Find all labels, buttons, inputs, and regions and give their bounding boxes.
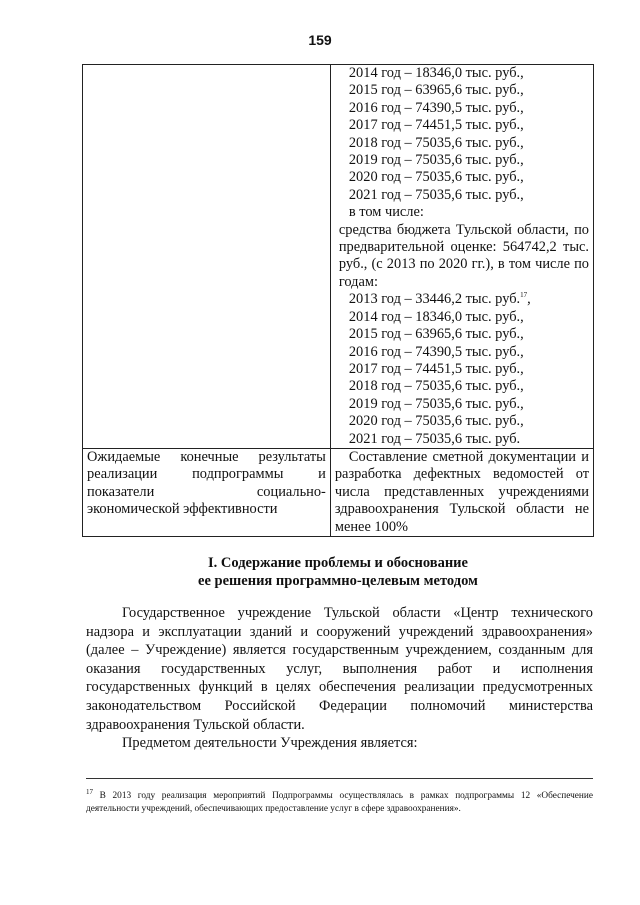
year-line: 2016 год – 74390,5 тыс. руб., [348, 99, 524, 116]
results-label-line: Ожидаемые конечные результаты [87, 448, 326, 465]
results-label-line: реализации подпрограммы и [87, 466, 326, 483]
results-label-line: показатели социально- [87, 483, 326, 500]
footnote-ref: 17 [520, 291, 528, 300]
passport-table [82, 64, 594, 537]
year-line: 2019 год – 75035,6 тыс. руб., [348, 152, 524, 169]
including-label: в том числе: [348, 204, 424, 221]
table-cell-funding [330, 65, 593, 449]
footnote-marker: 17 [86, 787, 93, 796]
year-line: 2021 год – 75035,6 тыс. руб., [348, 186, 524, 203]
paragraph: Предметом деятельности Учреждения является: [122, 735, 418, 752]
year-line: 2021 год – 75035,6 тыс. руб. [348, 430, 521, 447]
year-line: 2018 год – 75035,6 тыс. руб., [348, 134, 524, 151]
year-line: 2015 год – 63965,6 тыс. руб., [348, 82, 524, 99]
footnote-text: В 2013 году реализация мероприятий Подпрограммы осуществлялась в рамках подпрограммы 12 «Обеспечение деятельности учреждений, обеспечивающих предоставление услуг в сфере здравоохранения». [86, 791, 593, 814]
year-line-2013 [335, 291, 589, 308]
table-cell-empty [83, 65, 331, 449]
year-2013-text: 2013 год – 33446,2 тыс. руб. [348, 291, 521, 308]
year-line: 2015 год – 63965,6 тыс. руб., [348, 326, 524, 343]
year-line: 2018 год – 75035,6 тыс. руб., [348, 378, 524, 395]
year-line: 2017 год – 74451,5 тыс. руб., [348, 360, 524, 377]
year-line: 2014 год – 18346,0 тыс. руб., [348, 65, 524, 81]
year-2013-tail: , [527, 291, 531, 308]
results-value-text: Составление сметной документации и разработка дефектных ведомостей от числа представленных учреждениями здравоохранения Тульской области не менее 100% [334, 448, 589, 535]
table-row-results [83, 448, 594, 536]
budget-text: средства бюджета Тульской области, по предварительной оценке: 564742,2 тыс. руб., (с 2013 по 2020 гг.), в том числе по годам: [338, 221, 589, 290]
year-line: 2019 год – 75035,6 тыс. руб., [348, 395, 524, 412]
section-heading-line: I. Содержание проблемы и обоснование [208, 555, 468, 571]
footnote-divider [86, 778, 593, 779]
year-line: 2017 год – 74451,5 тыс. руб., [348, 117, 524, 134]
results-label-line: экономической эффективности [87, 501, 278, 518]
table-cell-results-label [83, 448, 331, 536]
section-heading [82, 554, 594, 590]
year-line: 2020 год – 75035,6 тыс. руб., [348, 413, 524, 430]
table-row-funding [83, 65, 594, 449]
page-number: 159 [308, 32, 332, 48]
year-line: 2014 год – 18346,0 тыс. руб., [348, 308, 524, 325]
section-heading-line: ее решения программно-целевым методом [198, 573, 478, 589]
section-body [86, 604, 593, 753]
year-line: 2016 год – 74390,5 тыс. руб., [348, 343, 524, 360]
table-cell-results-value [330, 448, 593, 536]
paragraph: Государственное учреждение Тульской области «Центр технического надзора и эксплуатации зданий и сооружений учреждений здравоохранения» (далее – Учреждение) является государственным учреждением, созданным для оказания государственных услуг, выполнения работ и исполнения государственных функций в целях обеспечения реализации предусмотренных законодательством Российской Федерации полномочий министерства здравоохранения Тульской области. [86, 605, 593, 733]
footnote [86, 787, 593, 816]
year-line: 2020 год – 75035,6 тыс. руб., [348, 169, 524, 186]
